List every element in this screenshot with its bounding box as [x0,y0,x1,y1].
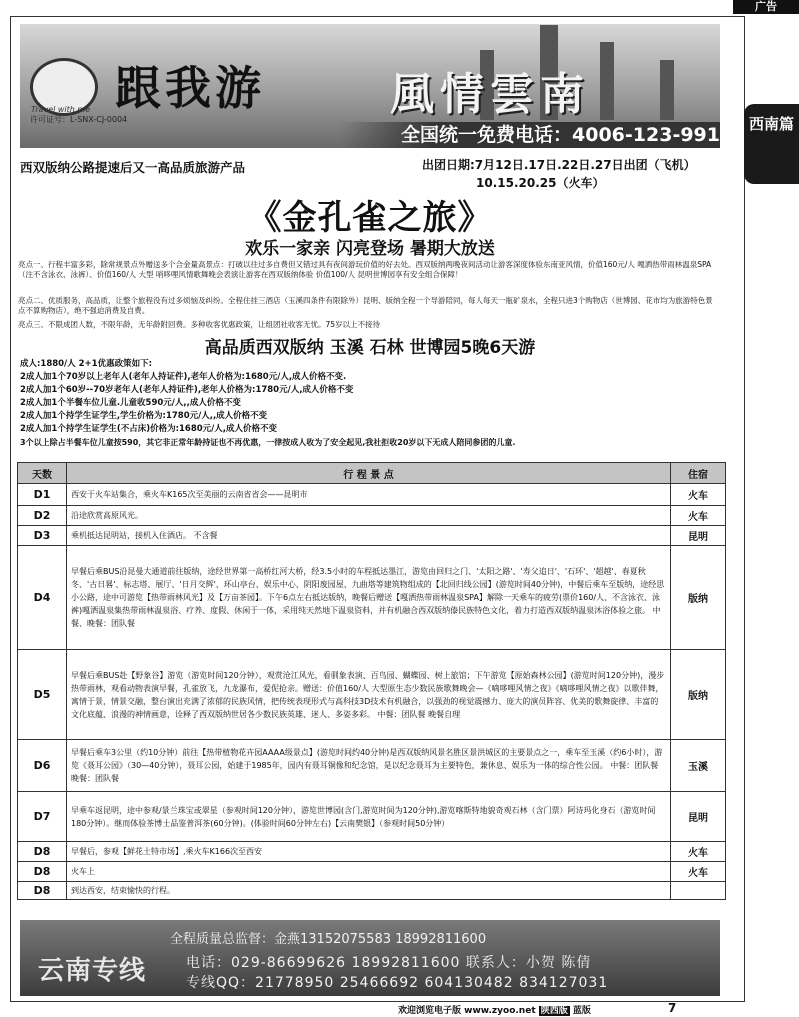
itinerary-table [17,462,726,900]
route-cell: 到达西安，结束愉快的行程。 [67,882,671,900]
stay-cell: 版纳 [671,650,726,740]
route-cell: 早餐后，参观【鲜花土特市场】,乘火车K166次至西安 [67,842,671,862]
itinerary-header-row [18,463,726,484]
stay-cell: 火车 [671,862,726,882]
table-row [18,842,726,862]
price-line: 2成人加1个持学生证学生,学生价格为:1780元/人,,成人价格不变 [20,411,268,421]
ad-label: 广告 [733,0,799,14]
table-row [18,882,726,900]
route-cell: 沿途欣赏高原风光。 [67,506,671,526]
route-cell: 早乘车返昆明，途中参观/景兰珠宝或翠星（参观时间120分钟），游览世博园(含门,游览时间为120分钟),游览喀斯特地貌奇观石林（含门票）阿诗玛化身石（游览时间180分钟）。继而体验茶博士品鉴普洱茶(60分钟)。(体验时间60分钟左右)【云南樊银】（参观时间50分钟） [67,792,671,842]
highlight-1: 亮点一、行程丰富多彩，除常规景点外赠送多个合金量高景点：打破以往过多自费但又错过具有夜间游玩价值的好去处。西双版纳两晚夜间活动让游客深度体验东南亚风情，价值160元/人 嘎洒热带雨林温泉SPA（注不含泳衣、泳裤）、价值160/人 大型 哨哆哩风情歌舞晚会表演让游客在西双版纳体验 价值100/人 昆明世博园享有安全组合保障！ [18,260,712,279]
stay-cell [671,882,726,900]
route-cell: 西安于火车站集合，乘火车K165次至美丽的云南省省会——昆明市 [67,484,671,506]
brand-name: 跟我游 [115,61,265,115]
route-cell: 早餐后乘BUS赴【野象谷】游览（游览时间120分钟），观赏沧江风光，看驯象表演、百鸟园、蝴蝶园、树上旅馆；下午游览【原始森林公园】(游览时间120分钟)，漫步热带雨林，观看动物表演早餐，孔雀放飞，九龙瀑布，爱伲抢亲。赠送：价值160/人 大型原生态少数民族歌舞晚会—《嘀哆哩风情之夜》《嘀哆哩风情之夜》以歌伴舞，寓情于景，情景交融，整台演出充满了浓郁的民族风情，把传统表现形式与高科技3D技术有机融合，以强劲的视觉震撼力、庞大的演员阵容、优美的歌舞旋律、丰富的文化底蕴、浪漫的神情画意，诠释了西双版纳世居各少数民族英雄、迷人、多姿多彩。 中餐：团队餐 晚餐自理 [67,650,671,740]
edition-label: 蓝版 [572,1006,591,1016]
logo-text: Travel with me [31,105,91,114]
price-line: 3个以上除占半餐车位儿童按590，其它非正常年龄持证也不再优惠，一律按成人收为了安全起见,我社拒收20岁以下无成人陪同参团的儿童. [20,438,516,447]
stay-cell: 玉溪 [671,740,726,792]
route-cell: 火车上 [67,862,671,882]
route-cell: 乘机抵达昆明站，接机入住酒店。 不含餐 [67,526,671,546]
table-row [18,506,726,526]
footer-line-label: 云南专线 [38,956,147,986]
edition-tag: 陕西版 [540,1006,568,1016]
day-cell: D1 [18,484,67,506]
bottom-info [398,1003,591,1016]
col-day-header: 天数 [18,463,67,484]
route-cell: 早餐后乘车3公里（约10分钟）前往【热带植物花卉园AAAA级景点】(游览时间约40分钟)是西双版纳风景名胜区景洪城区的主要景点之一，乘车至玉溪（约6小时），游览《聂耳公园》（30—40分钟），聂耳公园，始建于1985年，园内有聂耳铜像和纪念馆，是以纪念聂耳为主要特色，兼休息、娱乐为一体的综合性公园。 中餐：团队餐 晚餐：团队餐 [67,740,671,792]
highlight-3: 亮点三、不限成团人数，不限年龄，无年龄附回费。多种收客优惠政策，让组团社收客无忧。75岁以上不接待 [18,320,381,329]
day-cell: D3 [18,526,67,546]
price-line: 成人:1880/人 2+1优惠政策如下: [20,359,152,369]
quality-supervisor: 全程质量总监督：金燕13152075583 18992811600 [170,932,487,947]
region-side-tab: 西南篇 [744,104,799,184]
col-stay-header: 住宿 [671,463,726,484]
day-cell: D2 [18,506,67,526]
day-cell: D8 [18,842,67,862]
price-line: 2成人加1个持学生证学生(不占床)价格为:1680元/人,成人价格不变 [20,424,277,434]
hotline: 全国统一免费电话：4006-123-991 [340,122,720,148]
table-row [18,546,726,650]
brand-slogan: 風情雲南 [390,69,590,120]
price-line: 2成人加1个70岁以上老年人(老年人持证件),老年人价格为:1680元/人,成人价格不变. [20,372,347,382]
day-cell: D6 [18,740,67,792]
stay-cell: 火车 [671,484,726,506]
tour-title: 《金孔雀之旅》 [247,198,493,238]
table-row [18,484,726,506]
col-route-header: 行 程 景 点 [67,463,671,484]
tour-slogan: 欢乐一家亲 闪亮登场 暑期大放送 [245,239,495,259]
stay-cell: 火车 [671,506,726,526]
day-cell: D7 [18,792,67,842]
price-line: 2成人加1个60岁--70岁老年人(老年人持证件),老年人价格为:1780元/人,成人价格不变 [20,385,354,395]
page-number: 7 [668,1001,677,1015]
day-cell: D8 [18,882,67,900]
route-cell: 早餐后乘BUS沿昆曼大通道前往版纳，途经世界第一高桥红河大桥，经3.5小时的车程抵达墨江，游览由回归之门、'太阳之路'、'寿父追日'、'石环'、'超越'、春夏秋冬、'古日晷'、标志塔、展厅、'日月交辉'、环山亭台、娱乐中心、阴阳废园屋、九曲塔等建筑物组成的【北回归线公园】(游览时间40分钟)，中餐后乘车至版纳，途经思小公路，途中可游览【热带雨林风光】及【万亩茶园】。下午6点左右抵达版纳，晚餐后赠送【嘎洒热带雨林温泉SPA】解除一天乘车的疲劳(票价160/人、不含泳衣、泳裤)嘎洒温泉集热带雨林温泉浴、疗养、度假、休闲于一体，采用纯天然地下温泉资料，并有机融合西双版纳傣民族特色文化，着力打造西双版纳温泉沐浴体验之旅。 中餐、晚餐：团队餐 [67,546,671,650]
day-cell: D5 [18,650,67,740]
stay-cell: 火车 [671,842,726,862]
table-row [18,526,726,546]
product-subtitle: 西双版纳公路提速后又一高品质旅游产品 [20,160,246,175]
stay-cell: 昆明 [671,792,726,842]
departure-dates-train: 10.15.20.25（火车） [476,176,605,190]
browse-link[interactable]: 欢迎浏览电子版 www.zyoo.net [398,1006,536,1016]
table-row [18,650,726,740]
product-title: 高品质西双版纳 玉溪 石林 世博园5晚6天游 [204,338,536,358]
stay-cell: 昆明 [671,526,726,546]
footer-qq: 专线QQ：21778950 25466692 604130482 834127031 [186,975,609,991]
departure-dates-flight: 出团日期:7月12日.17日.22日.27日出团（飞机） [422,158,696,172]
day-cell: D4 [18,546,67,650]
license-number: 许可证号：L-SNX-CJ-0004 [30,115,128,124]
brand-logo [30,58,98,116]
table-row [18,740,726,792]
price-line: 2成人加1个半餐车位儿童.儿童收590元/人,,成人价格不变 [20,398,241,408]
stay-cell: 版纳 [671,546,726,650]
highlight-2: 亮点二、优质服务，高品质，让整个旅程没有过多烦恼及纠纷。全程住挂三酒店（玉溪四条件有限除外）昆明、版纳全程一个导游陪同，每人每天一瓶矿泉水，全程只进3个购物店（世博园、花市均为旅游特色景点不算购物店），绝不强迫消费及自费。 [18,296,713,315]
day-cell: D8 [18,862,67,882]
table-row [18,792,726,842]
footer-phone: 电话：029-86699626 18992811600 联系人：小贺 陈倩 [186,955,592,971]
table-row [18,862,726,882]
